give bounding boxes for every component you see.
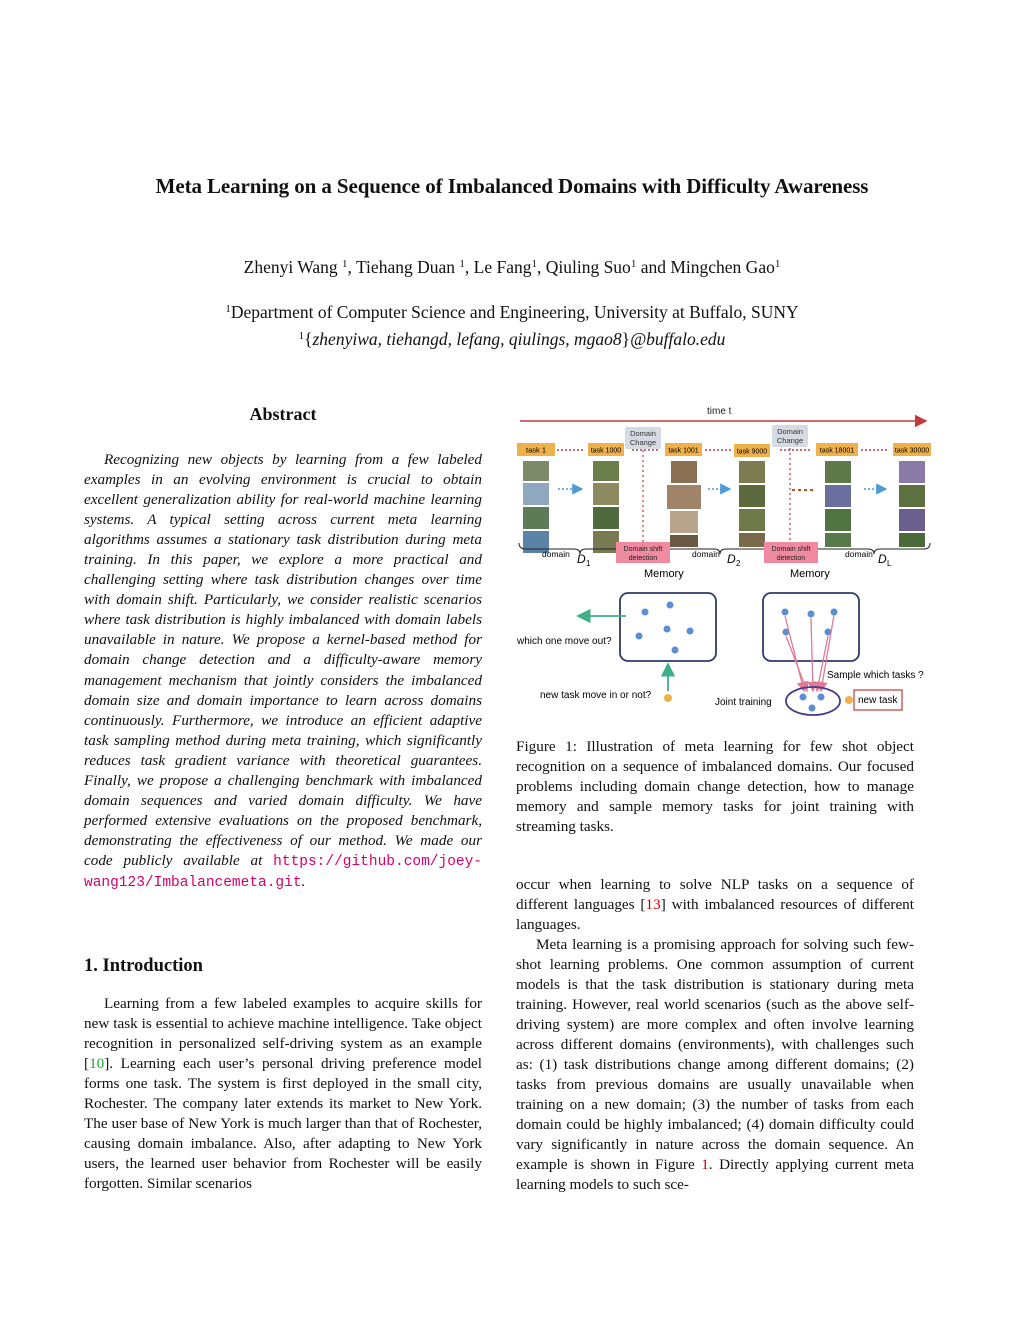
domain-change-tag (772, 425, 808, 447)
domain-label (845, 549, 892, 568)
svg-text:Domain shift: Domain shift (623, 546, 663, 553)
svg-text:task 1: task 1 (525, 445, 547, 455)
svg-text:domain: domain (692, 549, 720, 559)
task-image-column (593, 461, 619, 553)
sample-tasks-label: Sample which tasks ? (827, 670, 924, 681)
paragraph: Meta learning is a promising approach for solving such few-shot learning problems. One common assumption of current models is that the task distribution is stationary during meta training. However, real world scenarios (such as the above self-driving system) are more complex and often involve learning across different domains (environments), with challenges such as: (1) task distributions change among different domains; (2) tasks from previous domains are usually unavailable when training on a new domain; (3) the number of tasks from each domain could be highly imbalanced; (4) domain difficulty could vary significantly in nature across the domain sequence. An example is shown in Figure 1. Directly applying current meta learning models to such sce- (516, 936, 914, 1193)
svg-text:task 1001: task 1001 (668, 447, 699, 455)
task-image-column (667, 461, 701, 547)
svg-text:Domain: Domain (777, 427, 803, 436)
new-task-move-label: new task move in or not? (540, 690, 652, 701)
memory-label: Memory (644, 568, 684, 580)
code-link[interactable]: https://github.com/joey-wang123/Imbalancemeta.git (84, 853, 483, 891)
task-label (734, 444, 770, 457)
task-image-column (899, 461, 925, 547)
svg-text:D: D (577, 552, 586, 566)
task-label (665, 443, 702, 456)
new-task-dot (664, 694, 672, 702)
introduction-paragraph: Learning from a few labeled examples to acquire skills for new task is essential to achieve machine intelligence. Take object recognition in personalized self-driving system as an example [10]. Learning each user’s personal driving preference model forms one task. The system is first deployed in the small city, Rochester. The company later extends its market to New York. The user base of New York is much larger than that of Rochester, causing domain imbalance. Also, after adapting to New York users, the learned user behavior from Rochester will be easily forgotten. Similar scenarios (84, 995, 482, 1192)
task-image-column (825, 461, 851, 547)
author-name: Mingchen Gao (670, 257, 775, 277)
svg-text:Change: Change (629, 438, 657, 447)
affiliation-dept: $^1$Department of Computer Science and Engineering, University at Buffalo, SUNY (225, 302, 799, 322)
author-name: Tiehang Duan (355, 257, 455, 277)
svg-text:detection: detection (628, 555, 658, 562)
affiliation (0, 297, 1024, 351)
svg-text:detection: detection (776, 555, 806, 562)
task-label (816, 443, 858, 456)
task-image-column (523, 461, 549, 553)
which-move-out-label: which one move out? (517, 636, 612, 647)
figure-reference-link[interactable]: 1 (701, 1156, 709, 1173)
svg-text:task 9000: task 9000 (736, 448, 768, 456)
joint-training-label: Joint training (715, 697, 772, 708)
task-label (517, 443, 555, 456)
author-name: Zhenyi Wang (243, 257, 338, 277)
svg-text:L: L (887, 559, 892, 568)
svg-text:Change: Change (776, 436, 804, 445)
memory-label: Memory (790, 568, 830, 580)
paper-title: Meta Learning on a Sequence of Imbalanced Domains with Difficulty Awareness (155, 174, 869, 198)
figure-caption: Figure 1: Illustration of meta learning for few shot object recognition on a sequence of imbalanced domains. Our focused problems including domain change detection, how to manage memory and sample memory tasks for joint training with streaming tasks. (516, 738, 914, 835)
abstract-heading: Abstract (249, 404, 317, 424)
time-label: time t (707, 406, 732, 417)
task-label (893, 443, 931, 456)
svg-text:domain: domain (542, 549, 570, 559)
new-task-dot (845, 696, 853, 704)
svg-text:task 30000: task 30000 (894, 447, 930, 455)
author-name: Qiuling Suo (545, 257, 631, 277)
svg-text:D: D (727, 552, 736, 566)
task-label (588, 443, 624, 456)
author-list: Zhenyi Wang $^1$, Tiehang Duan $^1$, Le Fang$^1$, Qiuling Suo$^1$ and Mingchen Gao$^1$ (243, 257, 781, 277)
svg-text:1: 1 (586, 559, 591, 568)
task-image-column (739, 461, 765, 547)
svg-text:task 1000: task 1000 (590, 447, 622, 455)
citation-link[interactable]: 13 (645, 896, 661, 913)
memory-task-dots (636, 602, 838, 654)
section-heading-introduction: 1. Introduction (84, 956, 203, 976)
domain-label (692, 549, 741, 568)
svg-text:Domain: Domain (630, 429, 656, 438)
figure-1 (514, 400, 934, 720)
figure-diagram (514, 400, 934, 720)
new-task-label: new task (858, 695, 898, 706)
svg-text:task 18001: task 18001 (819, 447, 855, 455)
svg-text:2: 2 (736, 559, 741, 568)
citation-link[interactable]: 10 (89, 1055, 105, 1072)
svg-text:D: D (878, 552, 887, 566)
domain-label (542, 549, 591, 568)
domain-change-tag (625, 427, 661, 449)
abstract-body: Recognizing new objects by learning from a few labeled examples in an evolving environment is crucial to obtain excellent generalization ability for real-world machine learning systems. A typical setting across current meta learning algorithms assumes a stationary task distribution during meta training. In this paper, we explore a more practical and challenging setting where task distribution changes over time with domain shift. Particularly, we consider realistic scenarios where task distribution is highly imbalanced with domain labels unavailable in nature. We propose a kernel-based method for domain change detection and a difficulty-aware memory management mechanism that jointly considers the imbalanced domain size and domain importance to learn across domains continuously. Furthermore, we introduce an efficient adaptive task sampling method during meta training, which significantly reduces task gradient variance with theoretical guarantees. Finally, we propose a challenging benchmark with imbalanced domain sequences and varied domain difficulty. We have performed extensive evaluations on the proposed benchmark, demonstrating the effectiveness of our method. We made our code publicly available at https://github.com/joey-wang123/Imbalancemeta.git. (84, 451, 483, 891)
domain-shift-detection-box (764, 542, 818, 563)
author-name: Le Fang (473, 257, 532, 277)
right-column-text (516, 875, 914, 1195)
svg-text:domain: domain (845, 549, 873, 559)
affiliation-email: $^1${zhenyiwa, tiehangd, lefang, qiulings, mgao8}@buffalo.edu (298, 329, 726, 349)
domain-shift-detection-box (616, 542, 670, 563)
svg-text:Domain shift: Domain shift (771, 546, 811, 553)
paragraph: occur when learning to solve NLP tasks on a sequence of different languages [13] with imbalanced resources of different languages. (516, 876, 914, 933)
